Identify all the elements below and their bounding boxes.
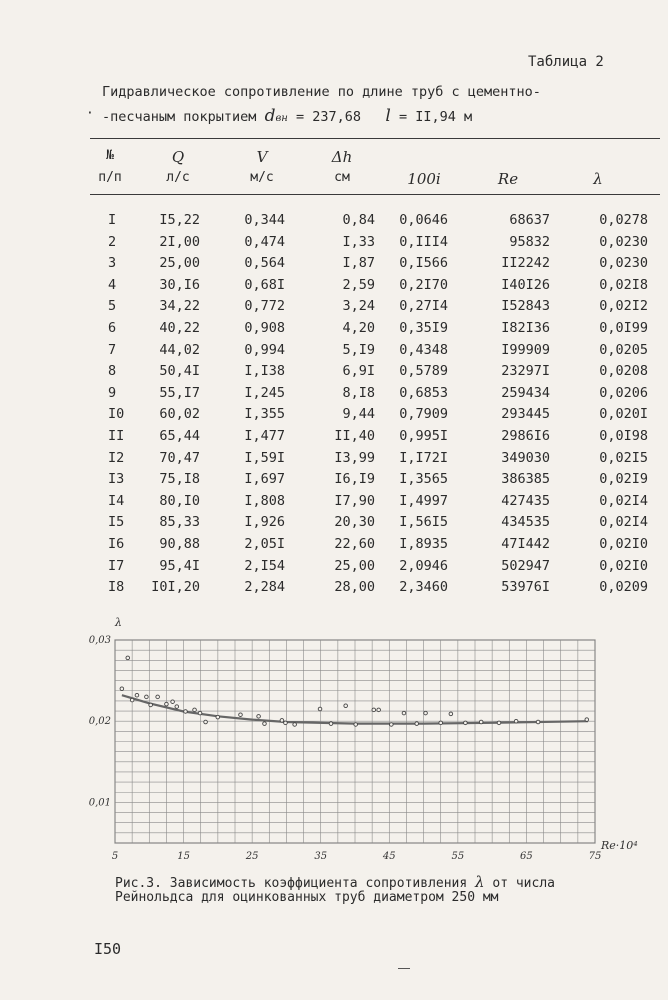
table-cell: II,40 bbox=[334, 428, 375, 444]
table-cell: 0,2I70 bbox=[399, 276, 448, 293]
table-cell: 4,20 bbox=[342, 320, 375, 336]
table-cell: 8 bbox=[108, 363, 117, 380]
data-point bbox=[126, 656, 130, 660]
x-tick-label: 35 bbox=[314, 851, 328, 862]
data-point bbox=[239, 713, 243, 717]
table-cell: 0,02I2 bbox=[599, 298, 648, 315]
data-point bbox=[263, 722, 267, 726]
column-header-top: Q bbox=[171, 148, 185, 166]
table-cell: 0,7909 bbox=[399, 406, 448, 423]
y-tick-label: 0,02 bbox=[88, 716, 111, 728]
table-cell: 0,02I9 bbox=[599, 471, 648, 488]
column-header-bottom: п/п bbox=[98, 170, 122, 185]
data-point bbox=[402, 711, 406, 715]
table-label: Таблица 2 bbox=[528, 54, 604, 70]
table-cell: 0,0230 bbox=[599, 233, 648, 250]
table-cell: 2,0946 bbox=[399, 557, 448, 574]
table-cell: 22,60 bbox=[334, 536, 375, 552]
chart-grid bbox=[115, 640, 595, 843]
footer-dash bbox=[398, 968, 410, 969]
x-tick-label: 65 bbox=[520, 851, 533, 862]
table-cell: I,355 bbox=[244, 406, 285, 423]
table-cell: I0 bbox=[108, 406, 125, 423]
y-axis-label: λ bbox=[115, 616, 122, 629]
table-cell: 293445 bbox=[501, 406, 550, 423]
data-point bbox=[257, 715, 261, 719]
table-row bbox=[0, 298, 668, 319]
table-cell: 30,I6 bbox=[159, 276, 200, 293]
table-cell: 40,22 bbox=[159, 320, 200, 336]
table-cell: 0,0205 bbox=[599, 341, 648, 358]
table-cell: I,926 bbox=[244, 514, 285, 531]
data-point bbox=[284, 721, 288, 725]
data-point bbox=[171, 700, 175, 704]
data-point bbox=[424, 711, 428, 715]
data-point bbox=[130, 698, 134, 702]
margin-dot: · bbox=[86, 106, 94, 121]
caption-prefix: Рис.3. Зависимость коэффициента сопротивления bbox=[115, 876, 476, 891]
table-cell: 28,00 bbox=[334, 579, 375, 596]
x-tick-label: 15 bbox=[177, 851, 190, 862]
table-cell: 0,0646 bbox=[399, 212, 448, 228]
friction-chart bbox=[0, 610, 668, 865]
figure-caption-line1 bbox=[115, 873, 555, 891]
table-cell: 2 bbox=[108, 233, 117, 250]
table-header-rule bbox=[90, 194, 660, 195]
table-cell: 70,47 bbox=[159, 449, 200, 466]
chart-ticks bbox=[89, 635, 602, 862]
table-cell: 20,30 bbox=[334, 514, 375, 531]
data-point bbox=[390, 723, 394, 727]
y-tick-label: 0,01 bbox=[88, 797, 111, 809]
column-header-bottom: 100i bbox=[407, 170, 441, 188]
x-tick-label: 55 bbox=[451, 851, 465, 862]
column-header-bottom: л/с bbox=[166, 170, 190, 185]
data-point bbox=[135, 693, 139, 697]
table-cell: 25,00 bbox=[159, 255, 200, 272]
data-point bbox=[344, 704, 348, 708]
table-cell: 0,III4 bbox=[399, 233, 448, 250]
column-header-top: № bbox=[106, 148, 114, 163]
table-row bbox=[0, 363, 668, 384]
table-cell: 75,I8 bbox=[159, 471, 200, 488]
table-heading-line2 bbox=[102, 106, 472, 126]
table-cell: 2,284 bbox=[244, 579, 285, 596]
column-header-top: V bbox=[256, 148, 268, 166]
data-point bbox=[184, 710, 188, 714]
table-cell: 0,02I0 bbox=[599, 536, 648, 552]
table-cell: 80,I0 bbox=[159, 492, 200, 509]
table-cell: 386385 bbox=[501, 471, 550, 488]
table-cell: 3,24 bbox=[342, 298, 375, 315]
table-cell: 0,995I bbox=[399, 428, 448, 444]
data-point bbox=[449, 712, 453, 716]
chart-points bbox=[120, 656, 589, 726]
table-cell: 3 bbox=[108, 255, 117, 272]
table-cell: I,8935 bbox=[399, 536, 448, 552]
table-cell: I5 bbox=[108, 514, 125, 531]
table-cell: 0,02I8 bbox=[599, 276, 648, 293]
table-top-rule bbox=[90, 138, 660, 139]
table-cell: I,4997 bbox=[399, 492, 448, 509]
table-cell: 0,344 bbox=[244, 212, 285, 228]
table-cell: 0,0206 bbox=[599, 384, 648, 401]
table-cell: 4 bbox=[108, 276, 117, 293]
table-row bbox=[0, 385, 668, 406]
column-header-top: Δh bbox=[331, 148, 353, 166]
table-cell: 0,994 bbox=[244, 341, 285, 358]
table-cell: 34,22 bbox=[159, 298, 200, 315]
table-cell: 25,00 bbox=[334, 557, 375, 574]
table-row bbox=[0, 536, 668, 557]
table-cell: I99909 bbox=[501, 341, 550, 358]
x-axis-label: Re·10⁴ bbox=[601, 839, 638, 852]
table-cell: I,I72I bbox=[399, 449, 448, 466]
table-cell: I,87 bbox=[342, 255, 375, 272]
table-cell: 7 bbox=[108, 341, 117, 358]
table-cell: I,33 bbox=[342, 233, 375, 250]
x-tick-label: 75 bbox=[588, 851, 602, 862]
data-point bbox=[156, 695, 160, 699]
table-cell: 0,564 bbox=[244, 255, 285, 272]
table-cell: 5 bbox=[108, 298, 117, 315]
table-cell: 0,474 bbox=[244, 233, 285, 250]
table-cell: 0,4348 bbox=[399, 341, 448, 358]
table-row bbox=[0, 255, 668, 276]
table-cell: 0,02I4 bbox=[599, 492, 648, 509]
table-cell: I bbox=[108, 212, 117, 228]
table-cell: I0I,20 bbox=[151, 579, 200, 596]
table-cell: I5,22 bbox=[159, 212, 200, 228]
table-cell: 502947 bbox=[501, 557, 550, 574]
table-cell: 0,020I bbox=[599, 406, 648, 423]
table-cell: 55,I7 bbox=[159, 384, 200, 401]
table-cell: I,808 bbox=[244, 492, 285, 509]
table-cell: 2,05I bbox=[244, 536, 285, 552]
data-point bbox=[439, 721, 443, 725]
table-cell: 50,4I bbox=[159, 363, 200, 380]
data-point bbox=[193, 708, 197, 712]
table-cell: 90,88 bbox=[159, 536, 200, 552]
table-cell: 65,44 bbox=[159, 428, 200, 444]
table-cell: 2I,00 bbox=[159, 233, 200, 250]
data-point bbox=[145, 695, 149, 699]
table-cell: 0,02I0 bbox=[599, 557, 648, 574]
table-cell: 2,59 bbox=[342, 276, 375, 293]
data-point bbox=[585, 718, 589, 722]
table-cell: 85,33 bbox=[159, 514, 200, 531]
table-heading-line1: Гидравлическое сопротивление по длине труб с цементно- bbox=[102, 84, 541, 100]
figure-caption-line2: Рейнольдса для оцинкованных труб диаметром 250 мм bbox=[115, 890, 499, 905]
page-number: I50 bbox=[94, 940, 122, 958]
table-cell: I7 bbox=[108, 557, 125, 574]
table-row bbox=[0, 212, 668, 233]
data-point bbox=[464, 721, 468, 725]
data-point bbox=[415, 722, 419, 726]
table-cell: 427435 bbox=[501, 492, 550, 509]
table-cell: 6 bbox=[108, 320, 117, 336]
table-cell: I7,90 bbox=[334, 492, 375, 509]
table-row bbox=[0, 471, 668, 492]
table-cell: 0,02I4 bbox=[599, 514, 648, 531]
data-point bbox=[280, 719, 284, 723]
x-tick-label: 45 bbox=[382, 851, 396, 862]
table-cell: I,59I bbox=[244, 449, 285, 466]
table-cell: 23297I bbox=[501, 363, 550, 380]
x-tick-label: 5 bbox=[111, 851, 119, 862]
table-cell: I6,I9 bbox=[334, 471, 375, 488]
table-cell: 0,0209 bbox=[599, 579, 648, 596]
table-cell: II bbox=[108, 428, 125, 444]
table-cell: 2986I6 bbox=[501, 428, 550, 444]
table-row bbox=[0, 450, 668, 471]
table-cell: I,56I5 bbox=[399, 514, 448, 531]
data-point bbox=[329, 722, 333, 726]
table-row bbox=[0, 234, 668, 255]
table-row bbox=[0, 558, 668, 579]
table-row bbox=[0, 342, 668, 363]
table-cell: 0,908 bbox=[244, 320, 285, 336]
data-point bbox=[149, 703, 153, 707]
table-cell: 0,27I4 bbox=[399, 298, 448, 315]
data-point bbox=[377, 708, 381, 712]
y-tick-label: 0,03 bbox=[88, 635, 111, 646]
data-point bbox=[497, 721, 501, 725]
table-cell: 0,35I9 bbox=[399, 320, 448, 336]
x-tick-label: 25 bbox=[245, 851, 259, 862]
table-cell: 6,9I bbox=[342, 363, 375, 380]
table-cell: 0,68I bbox=[244, 276, 285, 293]
table-cell: I4 bbox=[108, 492, 125, 509]
column-header-bottom: Re bbox=[497, 170, 519, 188]
table-cell: I,477 bbox=[244, 428, 285, 444]
table-cell: 9 bbox=[108, 384, 117, 401]
column-header-bottom: м/с bbox=[250, 170, 274, 185]
table-cell: 0,0278 bbox=[599, 212, 648, 228]
table-cell: 95,4I bbox=[159, 557, 200, 574]
caption-suffix: от числа bbox=[484, 876, 555, 891]
table-cell: 0,0I99 bbox=[599, 320, 648, 336]
table-cell: I3,99 bbox=[334, 449, 375, 466]
data-point bbox=[514, 719, 518, 723]
table-cell: 95832 bbox=[509, 233, 550, 250]
table-row bbox=[0, 514, 668, 535]
caption-lambda: λ bbox=[475, 873, 485, 891]
data-point bbox=[318, 707, 322, 711]
data-point bbox=[354, 723, 358, 727]
data-point bbox=[536, 720, 540, 724]
table-row bbox=[0, 428, 668, 449]
data-point bbox=[216, 715, 220, 719]
table-cell: I2 bbox=[108, 449, 125, 466]
table-cell: 349030 bbox=[501, 449, 550, 466]
table-cell: 47I442 bbox=[501, 536, 550, 552]
table-cell: I,3565 bbox=[399, 471, 448, 488]
heading-prefix: -песчаным покрытием bbox=[102, 109, 265, 125]
d-symbol: d bbox=[264, 106, 276, 126]
table-cell: 68637 bbox=[509, 212, 550, 228]
table-cell: I82I36 bbox=[501, 320, 550, 336]
data-point bbox=[198, 711, 202, 715]
table-cell: 5,I9 bbox=[342, 341, 375, 358]
table-row bbox=[0, 277, 668, 298]
table-cell: 0,6853 bbox=[399, 384, 448, 401]
table-cell: 0,0I98 bbox=[599, 428, 648, 444]
column-header-bottom: λ bbox=[593, 170, 603, 188]
table-cell: 0,I566 bbox=[399, 255, 448, 272]
table-cell: I6 bbox=[108, 536, 125, 552]
table-cell: 8,I8 bbox=[342, 384, 375, 401]
d-subscript: вн bbox=[275, 113, 288, 124]
table-cell: 60,02 bbox=[159, 406, 200, 423]
data-point bbox=[204, 720, 208, 724]
table-cell: 0,02I5 bbox=[599, 449, 648, 466]
table-cell: I,245 bbox=[244, 384, 285, 401]
table-cell: 0,0230 bbox=[599, 255, 648, 272]
table-cell: I3 bbox=[108, 471, 125, 488]
table-cell: 9,44 bbox=[342, 406, 375, 423]
data-point bbox=[165, 702, 169, 706]
table-cell: 0,84 bbox=[342, 212, 375, 228]
table-cell: 0,772 bbox=[244, 298, 285, 315]
data-point bbox=[175, 705, 179, 709]
l-value: = II,94 м bbox=[390, 109, 473, 125]
table-cell: 0,5789 bbox=[399, 363, 448, 380]
table-cell: 53976I bbox=[501, 579, 550, 596]
table-cell: I52843 bbox=[501, 298, 550, 315]
table-cell: 434535 bbox=[501, 514, 550, 531]
data-point bbox=[479, 720, 483, 724]
table-cell: 2,I54 bbox=[244, 557, 285, 574]
data-point bbox=[120, 687, 124, 691]
table-cell: 0,0208 bbox=[599, 363, 648, 380]
table-row bbox=[0, 320, 668, 341]
table-row bbox=[0, 406, 668, 427]
table-cell: 2,3460 bbox=[399, 579, 448, 596]
table-cell: I40I26 bbox=[501, 276, 550, 293]
table-cell: 44,02 bbox=[159, 341, 200, 358]
table-row bbox=[0, 579, 668, 600]
d-value: = 237,68 bbox=[287, 109, 362, 125]
data-point bbox=[293, 723, 297, 727]
column-header-bottom: см bbox=[334, 170, 350, 185]
table-cell: I,697 bbox=[244, 471, 285, 488]
table-cell: 259434 bbox=[501, 384, 550, 401]
l-symbol: l bbox=[385, 106, 391, 126]
table-row bbox=[0, 493, 668, 514]
data-point bbox=[372, 708, 376, 712]
table-cell: I,I38 bbox=[244, 363, 285, 380]
table-cell: II2242 bbox=[501, 255, 550, 272]
table-cell: I8 bbox=[108, 579, 125, 596]
